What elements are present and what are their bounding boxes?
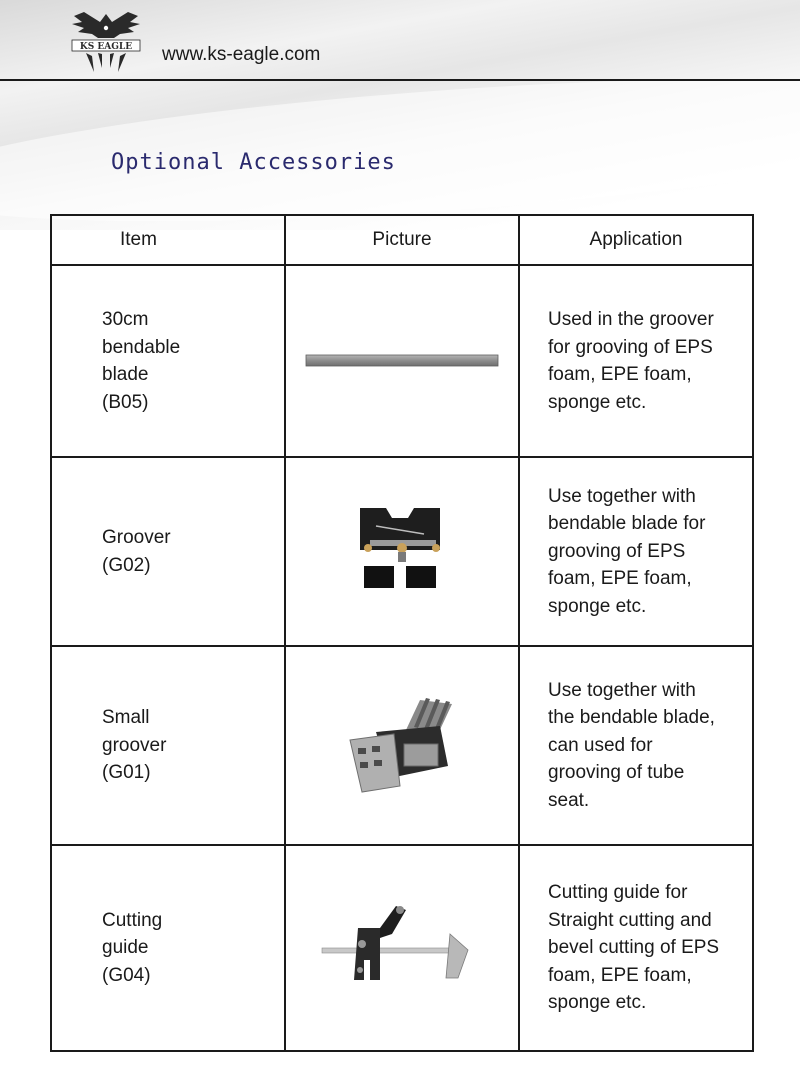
item-application: Use together with the bendable blade, can used for grooving of tube seat. xyxy=(519,646,753,845)
ks-eagle-logo xyxy=(70,8,142,74)
column-header-application: Application xyxy=(519,215,753,265)
column-header-picture: Picture xyxy=(285,215,519,265)
item-picture xyxy=(285,845,519,1051)
column-header-item: Item xyxy=(51,215,285,265)
header-divider xyxy=(0,79,800,81)
accessories-table xyxy=(50,214,754,1052)
table-row xyxy=(51,457,753,646)
item-name: Cutting guide (G04) xyxy=(51,845,285,1051)
item-picture xyxy=(285,457,519,646)
item-application: Use together with bendable blade for grooving of EPS foam, EPE foam, sponge etc. xyxy=(519,457,753,646)
svg-text:KS EAGLE: KS EAGLE xyxy=(79,42,133,52)
table-row xyxy=(51,845,753,1051)
groover-icon xyxy=(352,504,452,600)
table-header-row xyxy=(51,215,753,265)
website-url: www.ks-eagle.com xyxy=(162,44,321,65)
bendable-blade-icon xyxy=(304,351,500,371)
item-application: Cutting guide for Straight cutting and bevel cutting of EPS foam, EPE foam, sponge etc. xyxy=(519,845,753,1051)
item-application: Used in the groover for grooving of EPS foam, EPE foam, sponge etc. xyxy=(519,265,753,457)
item-name: Small groover (G01) xyxy=(51,646,285,845)
table-row xyxy=(51,265,753,457)
small-groover-icon xyxy=(340,694,464,798)
item-picture xyxy=(285,265,519,457)
item-name: Groover (G02) xyxy=(51,457,285,646)
page-title: Optional Accessories xyxy=(111,150,396,175)
table-row xyxy=(51,646,753,845)
item-name: 30cm bendable blade (B05) xyxy=(51,265,285,457)
item-picture xyxy=(285,646,519,845)
cutting-guide-icon xyxy=(318,898,486,998)
